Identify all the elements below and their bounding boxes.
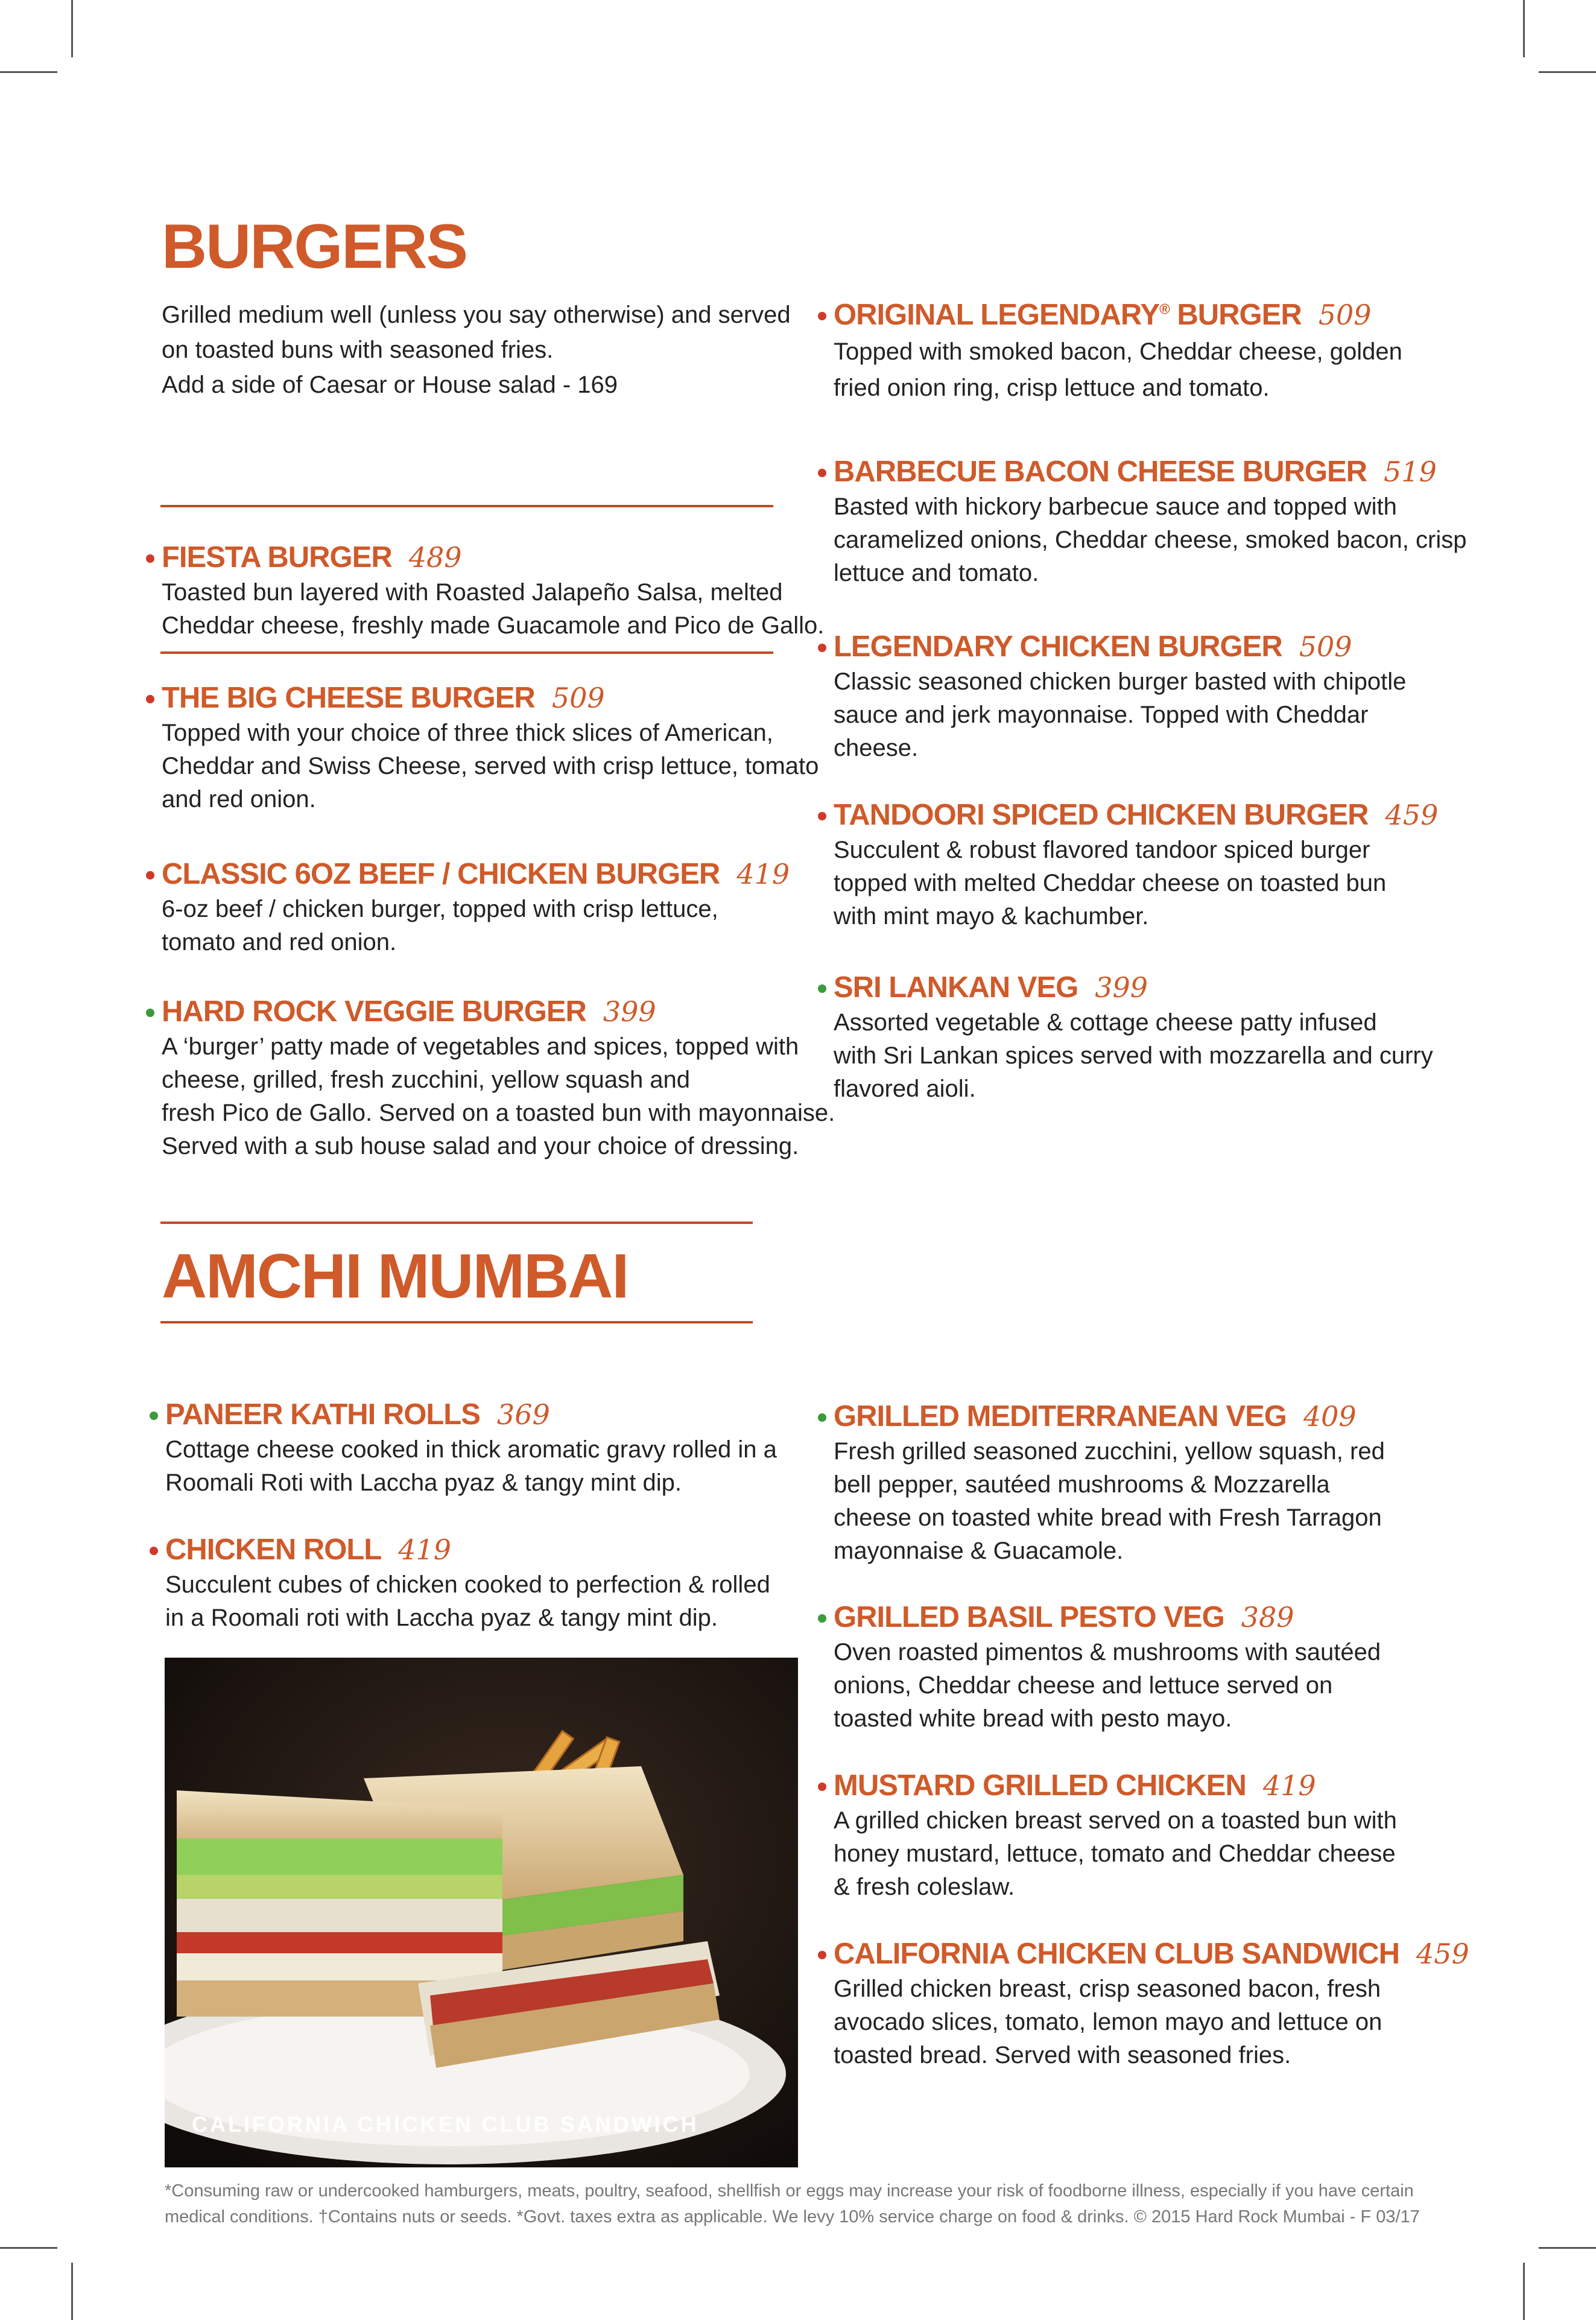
item-desc-line: Assorted vegetable & cottage cheese patty infused [834,1009,1377,1036]
item-name: PANEER KATHI ROLLS [165,1398,480,1431]
crop-mark [1523,2263,1525,2320]
item-desc-line: Cheddar and Swiss Cheese, served with crisp lettuce, tomato [162,753,819,779]
bullet-icon [818,1783,826,1791]
item-name: BARBECUE BACON CHEESE BURGER [834,455,1367,488]
item-desc-line: with Sri Lankan spices served with mozzarella and curry [834,1042,1433,1069]
item-price: 419 [1262,1769,1316,1802]
veg-bullet-icon [146,1009,154,1017]
intro-line: Grilled medium well (unless you say otherwise) and served [162,302,791,328]
item-desc-line: mayonnaise & Guacamole. [834,1538,1124,1564]
item-desc-line: A grilled chicken breast served on a toasted bun with [834,1807,1397,1834]
divider-rule [160,505,773,507]
item-desc-line: in a Roomali roti with Laccha pyaz & tangy mint dip. [165,1605,718,1631]
item-name: FIESTA BURGER [162,541,392,574]
crop-mark [71,2263,73,2320]
item-price: 509 [551,682,605,714]
bullet-icon [818,469,826,477]
item-name: CALIFORNIA CHICKEN CLUB SANDWICH [834,1938,1399,1970]
item-desc-line: flavored aioli. [834,1076,976,1102]
item-price: 509 [1299,630,1352,663]
burgers-title: BURGERS [162,212,467,282]
sandwich-illustration [165,1658,798,2167]
item-desc-line: honey mustard, lettuce, tomato and Cheddar cheese [834,1840,1396,1867]
crop-mark [0,71,57,73]
item-price: 459 [1385,799,1439,831]
item-desc-line: & fresh coleslaw. [834,1874,1015,1900]
item-desc-line: avocado slices, tomato, lemon mayo and lettuce on [834,2009,1382,2035]
item-price: 419 [398,1533,452,1566]
footer-line: medical conditions. †Contains nuts or seeds. *Govt. taxes extra as applicable. We levy 10% service charge on food & drinks. © 2015 Hard Rock Mumbai - F 03/17 [165,2207,1420,2227]
item-desc-line: Served with a sub house salad and your choice of dressing. [162,1133,799,1159]
bullet-icon [146,554,154,563]
menu-item-big-cheese-burger [162,679,819,816]
menu-item-classic-burger [162,855,790,959]
bullet-icon [818,1951,826,1959]
footer-disclaimer [165,2178,1420,2230]
item-desc-line: toasted bread. Served with seasoned fries. [834,2042,1291,2068]
intro-line: Add a side of Caesar or House salad - 169 [162,372,618,398]
item-name: LEGENDARY CHICKEN BURGER [834,630,1282,663]
item-desc-line: cheese, grilled, fresh zucchini, yellow squash and [162,1067,691,1093]
bullet-icon [146,871,154,880]
intro-line: on toasted buns with seasoned fries. [162,337,554,363]
menu-item-paneer-kathi-rolls [165,1396,777,1500]
menu-item-mustard-grilled-chicken [834,1767,1397,1904]
item-price: 509 [1318,299,1372,331]
item-price: 519 [1384,455,1437,488]
menu-item-bbq-bacon-cheese-burger [834,453,1466,590]
item-desc-line: lettuce and tomato. [834,560,1039,586]
item-desc-line: Grilled chicken breast, crisp seasoned bacon, fresh [834,1976,1381,2002]
crop-mark [1523,0,1525,57]
item-desc-line: A ‘burger’ patty made of vegetables and spices, topped with [162,1033,799,1060]
item-name: CLASSIC 6OZ BEEF / CHICKEN BURGER [162,858,720,890]
crop-mark [1539,71,1596,73]
crop-mark [0,2247,57,2249]
item-desc-line: toasted white bread with pesto mayo. [834,1705,1232,1732]
menu-item-tandoori-chicken-burger [834,796,1438,933]
sandwich-photo [165,1658,798,2167]
item-desc-line: Cottage cheese cooked in thick aromatic gravy rolled in a [165,1436,777,1463]
item-price: 369 [496,1398,550,1431]
bullet-icon [818,312,826,320]
item-desc-line: with mint mayo & kachumber. [834,903,1149,930]
veg-bullet-icon [818,984,826,993]
item-name: TANDOORI SPICED CHICKEN BURGER [834,799,1369,831]
item-name: HARD ROCK VEGGIE BURGER [162,995,586,1028]
divider-rule [160,651,773,654]
photo-caption: CALIFORNIA CHICKEN CLUB SANDWICH [192,2112,699,2137]
item-name: THE BIG CHEESE BURGER [162,682,535,714]
item-desc-line: fresh Pico de Gallo. Served on a toasted bun with mayonnaise. [162,1100,835,1126]
bullet-icon [150,1547,158,1555]
item-desc-line: and red onion. [162,786,316,813]
veg-bullet-icon [818,1413,826,1422]
item-price: 399 [603,995,656,1028]
menu-item-sri-lankan-veg [834,969,1433,1106]
item-desc-line: topped with melted Cheddar cheese on toasted bun [834,870,1387,896]
menu-item-grilled-basil-pesto-veg [834,1599,1381,1735]
menu-item-california-chicken-club [834,1935,1469,2072]
item-desc-line: fried onion ring, crisp lettuce and tomato. [834,375,1270,401]
item-name: CHICKEN ROLL [165,1533,382,1566]
item-desc-line: Classic seasoned chicken burger basted with chipotle [834,668,1407,695]
menu-item-fiesta-burger [162,539,824,642]
item-desc-line: Topped with your choice of three thick slices of American, [162,720,773,746]
bullet-icon [818,812,826,820]
item-name: GRILLED MEDITERRANEAN VEG [834,1400,1287,1433]
item-desc-line: cheese on toasted white bread with Fresh Tarragon [834,1504,1382,1531]
item-desc-line: onions, Cheddar cheese and lettuce served on [834,1672,1333,1699]
burgers-intro [162,297,791,402]
item-desc-line: Fresh grilled seasoned zucchini, yellow squash, red [834,1438,1385,1465]
menu-item-chicken-roll [165,1531,770,1635]
item-desc-line: sauce and jerk mayonnaise. Topped with Cheddar [834,702,1369,728]
menu-item-legendary-chicken-burger [834,628,1406,765]
item-desc-line: Toasted bun layered with Roasted Jalapeño Salsa, melted [162,579,783,606]
crop-mark [71,0,73,57]
menu-item-grilled-mediterranean-veg [834,1398,1385,1568]
item-desc-line: Roomali Roti with Laccha pyaz & tangy mint dip. [165,1469,682,1496]
item-price: 489 [408,541,462,574]
menu-item-veggie-burger [162,993,835,1163]
amchi-mumbai-title: AMCHI MUMBAI [162,1241,629,1311]
item-name: GRILLED BASIL PESTO VEG [834,1601,1224,1634]
divider-rule [160,1222,753,1224]
item-desc-line: cheese. [834,735,919,761]
item-price: 409 [1303,1400,1357,1433]
veg-bullet-icon [150,1412,158,1420]
item-desc-line: 6-oz beef / chicken burger, topped with crisp lettuce, [162,896,718,922]
item-price: 459 [1416,1938,1469,1970]
item-desc-line: bell pepper, sautéed mushrooms & Mozzarella [834,1471,1330,1498]
item-desc-line: Oven roasted pimentos & mushrooms with sautéed [834,1639,1381,1666]
item-name: ORIGINAL LEGENDARY® BURGER [834,299,1302,331]
bullet-icon [146,695,154,703]
veg-bullet-icon [818,1614,826,1623]
menu-item-original-legendary-burger [834,296,1402,406]
item-name: MUSTARD GRILLED CHICKEN [834,1769,1246,1802]
item-desc-line: Basted with hickory barbecue sauce and topped with [834,493,1397,520]
item-desc-line: caramelized onions, Cheddar cheese, smoked bacon, crisp [834,527,1467,553]
item-price: 419 [736,858,790,890]
item-desc-line: Succulent & robust flavored tandoor spiced burger [834,837,1370,863]
item-price: 399 [1095,971,1148,1004]
item-desc-line: Succulent cubes of chicken cooked to perfection & rolled [165,1571,770,1598]
item-name: SRI LANKAN VEG [834,971,1078,1004]
item-desc-line: Cheddar cheese, freshly made Guacamole and Pico de Gallo. [162,612,825,639]
footer-line: *Consuming raw or undercooked hamburgers, meats, poultry, seafood, shellfish or eggs may increase your risk of foodborne illness, especially if you have certain [165,2181,1414,2201]
bullet-icon [818,644,826,652]
item-desc-line: Topped with smoked bacon, Cheddar cheese, golden [834,338,1402,365]
item-price: 389 [1241,1601,1294,1634]
divider-rule [160,1321,753,1323]
item-desc-line: tomato and red onion. [162,929,397,956]
crop-mark [1539,2247,1596,2249]
